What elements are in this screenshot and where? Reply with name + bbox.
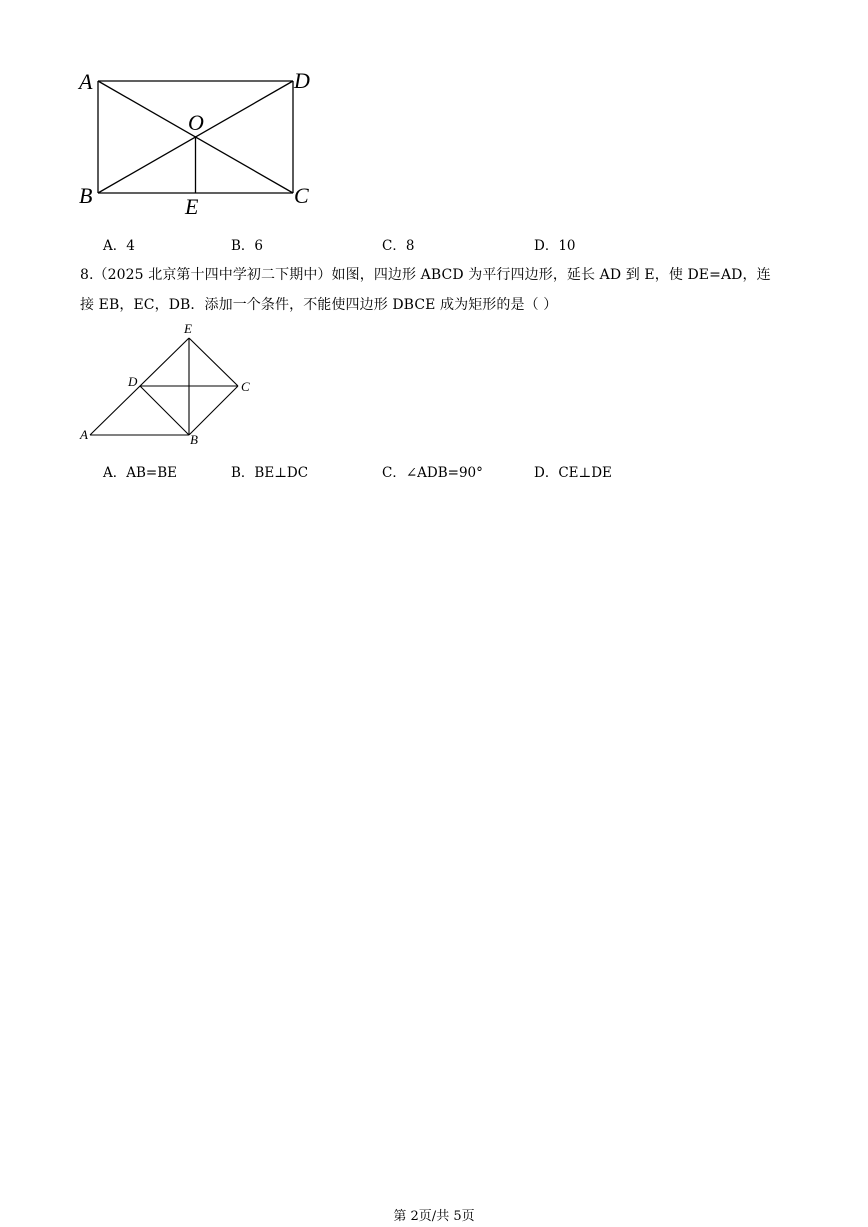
label-e: E <box>184 321 192 336</box>
q7-option-c[interactable] <box>382 234 414 254</box>
label-o: O <box>188 110 204 135</box>
label-b: B <box>190 432 198 447</box>
option-letter: A． <box>103 238 127 254</box>
q7-option-a[interactable] <box>103 234 135 254</box>
q8-option-b[interactable] <box>231 461 308 481</box>
q8-option-a[interactable] <box>103 461 177 481</box>
figure-parallelogram-dbce <box>0 318 868 448</box>
q8-stem-line-1: 8.（2025 北京第十四中学初二下期中）如图，四边形 ABCD 为平行四边形，延长 AD 到 E，使 DE=AD，连 <box>80 267 771 283</box>
option-value: 6 <box>254 238 264 254</box>
label-c: C <box>294 183 309 208</box>
segment-db <box>140 386 189 435</box>
label-c: C <box>241 379 250 394</box>
option-letter: B． <box>231 465 255 481</box>
figure-rectangle-abcd <box>0 0 868 230</box>
q8-option-d[interactable] <box>534 461 612 481</box>
q7-option-b[interactable] <box>231 234 263 254</box>
option-letter: D． <box>534 465 559 481</box>
segment-bc <box>189 386 238 435</box>
segment-ec <box>189 338 238 386</box>
label-e: E <box>185 194 199 219</box>
option-value: 4 <box>126 238 135 254</box>
option-value: 10 <box>558 238 576 254</box>
label-a: A <box>80 427 88 442</box>
option-letter: C． <box>382 238 406 254</box>
page-footer: 第 2页/共 5页 <box>393 1209 475 1224</box>
label-b: B <box>79 183 93 208</box>
option-letter: A． <box>103 465 127 481</box>
option-value: ∠ADB=90° <box>405 465 483 481</box>
option-letter: C． <box>382 465 406 481</box>
option-value: 8 <box>405 238 415 254</box>
option-value: AB=BE <box>126 465 178 481</box>
q7-options <box>0 234 868 256</box>
option-value: BE⊥DC <box>254 465 309 481</box>
option-letter: B． <box>231 238 255 254</box>
q8-option-c[interactable] <box>382 461 483 481</box>
q8-stem-line-2: 接 EB，EC，DB．添加一个条件，不能使四边形 DBCE 成为矩形的是（ ） <box>80 297 558 313</box>
label-d: D <box>128 374 138 389</box>
option-value: CE⊥DE <box>558 465 612 481</box>
label-a: A <box>79 69 93 94</box>
q8-options <box>0 461 868 483</box>
q7-option-d[interactable] <box>534 234 576 254</box>
label-d: D <box>294 68 310 93</box>
option-letter: D． <box>534 238 559 254</box>
